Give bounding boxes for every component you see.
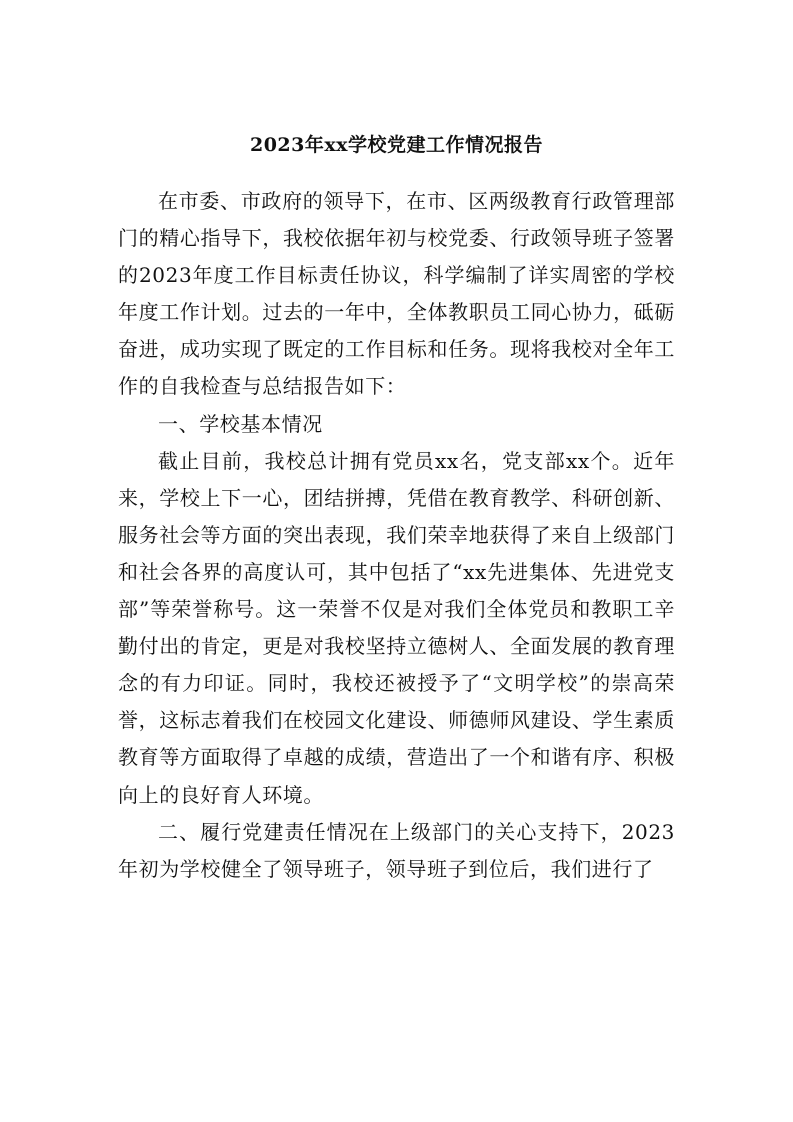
party-responsibility-paragraph: 二、履行党建责任情况在上级部门的关心支持下，2023年初为学校健全了领导班子，领导班子到位后，我们进行了 [118, 819, 675, 881]
section-heading-basic-info: 一、学校基本情况 [158, 411, 323, 436]
document-title: 2023年xx学校党建工作情况报告 [249, 134, 544, 156]
intro-paragraph: 在市委、市政府的领导下，在市、区两级教育行政管理部门的精心指导下，我校依据年初与校党委、行政领导班子签署的2023年度工作目标责任协议，科学编制了详实周密的学校年度工作计划。过去的一年中，全体教职员工同心协力，砥砺奋进，成功实现了既定的工作目标和任务。现将我校对全年工作的自我检查与总结报告如下： [118, 189, 675, 399]
document-body [118, 183, 675, 888]
basic-info-paragraph: 截止目前，我校总计拥有党员xx名，党支部xx个。近年来，学校上下一心，团结拼搏，凭借在教育教学、科研创新、服务社会等方面的突出表现，我们荣幸地获得了来自上级部门和社会各界的高度认可，其中包括了“xx先进集体、先进党支部”等荣誉称号。这一荣誉不仅是对我们全体党员和教职工辛勤付出的肯定，更是对我校坚持立德树人、全面发展的教育理念的有力印证。同时，我校还被授予了“文明学校”的崇高荣誉，这标志着我们在校园文化建设、师德师风建设、学生素质教育等方面取得了卓越的成绩，营造出了一个和谐有序、积极向上的良好育人环境。 [118, 448, 675, 807]
